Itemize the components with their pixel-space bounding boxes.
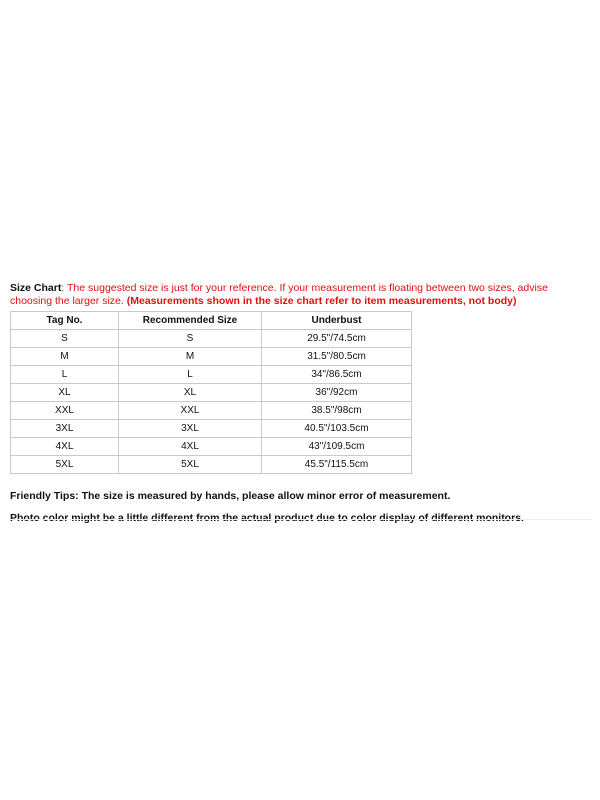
header-underbust: Underbust [262, 312, 412, 330]
recommended-cell: XXL [119, 402, 262, 420]
recommended-cell: 5XL [119, 456, 262, 474]
measurement-note: (Measurements shown in the size chart refer to item measurements, not body) [126, 295, 517, 307]
recommended-cell: 4XL [119, 438, 262, 456]
underbust-cell: 29.5"/74.5cm [262, 330, 412, 348]
recommended-cell: 3XL [119, 420, 262, 438]
recommended-cell: M [119, 348, 262, 366]
size-chart-intro [10, 282, 592, 308]
tag-cell: XL [11, 384, 119, 402]
table-header-row [11, 312, 412, 330]
recommended-cell: L [119, 366, 262, 384]
table-row [11, 456, 412, 474]
underbust-cell: 40.5"/103.5cm [262, 420, 412, 438]
tag-cell: XXL [11, 402, 119, 420]
underbust-cell: 36"/92cm [262, 384, 412, 402]
recommended-cell: S [119, 330, 262, 348]
size-chart-section [10, 282, 592, 525]
underbust-cell: 38.5"/98cm [262, 402, 412, 420]
size-chart-heading: Size Chart [10, 282, 62, 294]
friendly-tips: Friendly Tips: The size is measured by hands, please allow minor error of measurement. [10, 490, 451, 502]
tag-cell: 4XL [11, 438, 119, 456]
header-tag-no: Tag No. [11, 312, 119, 330]
table-row [11, 402, 412, 420]
tag-cell: L [11, 366, 119, 384]
underbust-cell: 45.5"/115.5cm [262, 456, 412, 474]
table-row [11, 420, 412, 438]
tag-cell: S [11, 330, 119, 348]
tag-cell: 5XL [11, 456, 119, 474]
table-row [11, 438, 412, 456]
table-row [11, 384, 412, 402]
tag-cell: M [11, 348, 119, 366]
size-table [10, 311, 412, 474]
heading-colon: : [61, 282, 65, 294]
table-row [11, 348, 412, 366]
recommended-cell: XL [119, 384, 262, 402]
underbust-cell: 31.5"/80.5cm [262, 348, 412, 366]
underbust-cell: 43"/109.5cm [262, 438, 412, 456]
underbust-cell: 34"/86.5cm [262, 366, 412, 384]
photo-color-note: Photo color might be a little different from the actual product due to color display of different monitors. [10, 512, 524, 524]
tag-cell: 3XL [11, 420, 119, 438]
size-advice-text: The suggested size is just for your reference. If your measurement is floating between two sizes, advise choosing the larger size. [10, 282, 548, 307]
header-recommended-size: Recommended Size [119, 312, 262, 330]
divider [10, 519, 592, 520]
table-row [11, 330, 412, 348]
table-row [11, 366, 412, 384]
